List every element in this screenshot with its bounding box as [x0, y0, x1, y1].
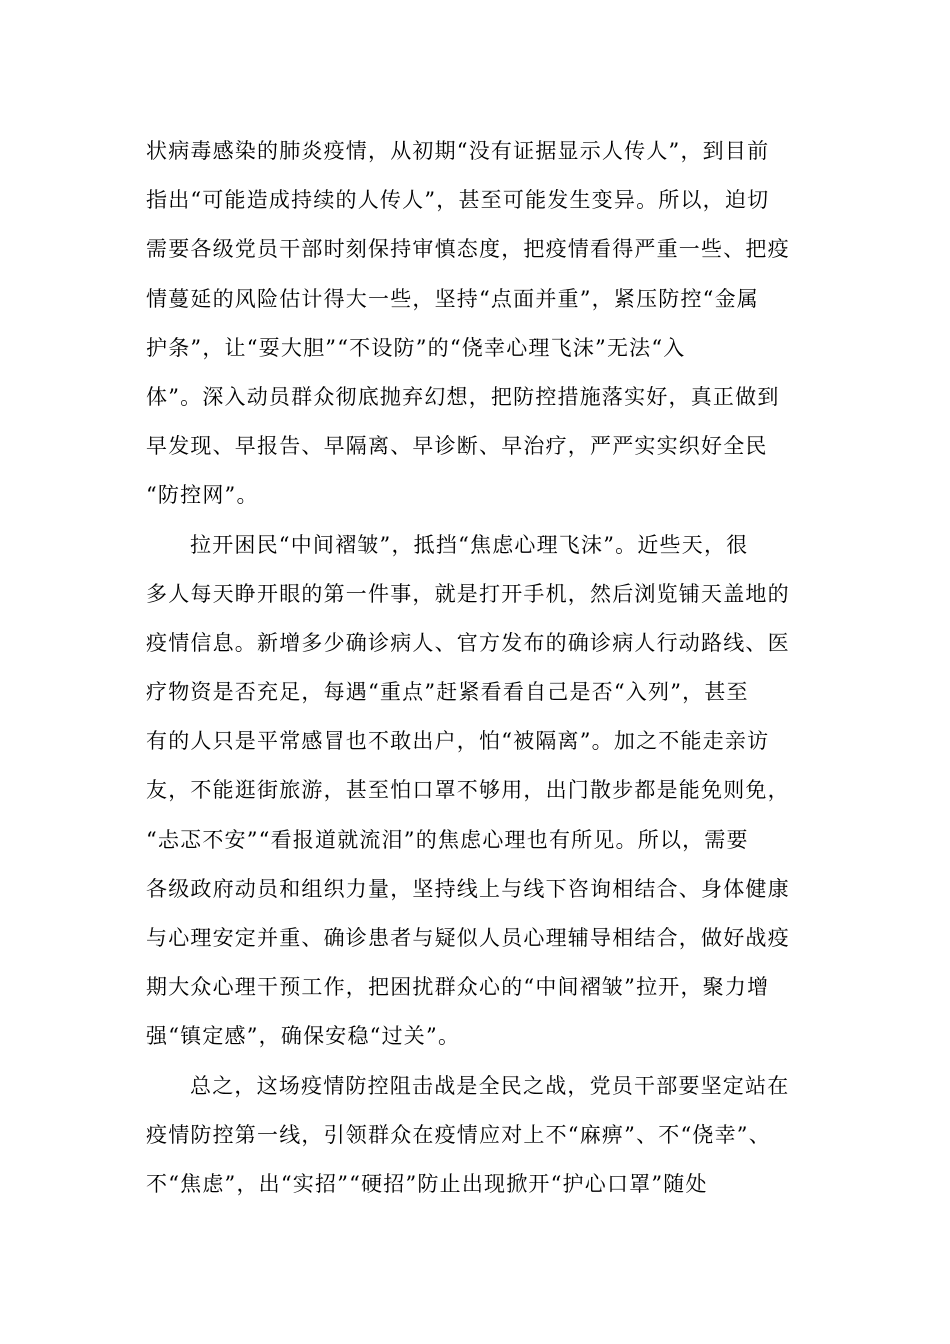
- text-line: 疫情防控第一线，引领群众在疫情应对上不“麻痹”、不“侥幸”、: [146, 1122, 771, 1147]
- text-line: 护条”，让“耍大胆”“不设防”的“侥幸心理飞沫”无法“入: [146, 335, 686, 360]
- text-line: 疗物资是否充足，每遇“重点”赶紧看看自己是否“入列”，甚至: [146, 680, 749, 705]
- paragraph-3: [146, 1062, 806, 1210]
- text-line: 有的人只是平常感冒也不敢出户，怕“被隔离”。加之不能走亲访: [146, 729, 770, 754]
- text-line: “忐忑不安”“看报道就流泪”的焦虑心理也有所见。所以，需要: [146, 827, 749, 852]
- text-line: 体”。深入动员群众彻底抛弃幻想，把防控措施落实好，真正做到: [146, 384, 780, 409]
- text-line: 需要各级党员干部时刻保持审慎态度，把疫情看得严重一些、把疫: [146, 237, 790, 262]
- text-line: 状病毒感染的肺炎疫情，从初期“没有证据显示人传人”，到目前: [146, 139, 770, 163]
- text-line: 多人每天睁开眼的第一件事，就是打开手机，然后浏览铺天盖地的: [146, 581, 790, 606]
- text-line: 期大众心理干预工作，把困扰群众心的“中间褶皱”拉开，聚力增: [146, 975, 770, 1000]
- paragraph-1: [146, 127, 806, 521]
- text-line: 不“焦虑”，出“实招”“硬招”防止出现掀开“护心口罩”随处: [146, 1171, 708, 1196]
- text-line: 与心理安定并重、确诊患者与疑似人员心理辅导相结合，做好战疫: [146, 926, 790, 950]
- paragraph-2: [146, 521, 806, 1062]
- text-line: 拉开困民“中间褶皱”，抵挡“焦虑心理飞沫”。近些天，很: [190, 532, 749, 557]
- text-line: 指出“可能造成持续的人传人”，甚至可能发生变异。所以，迫切: [146, 188, 770, 213]
- text-line: 各级政府动员和组织力量，坚持线上与线下咨询相结合、身体健康: [146, 876, 790, 901]
- text-line: 总之，这场疫情防控阻击战是全民之战，党员干部要坚定站在: [190, 1073, 790, 1098]
- text-line: 强“镇定感”，确保安稳“过关”。: [146, 1024, 461, 1049]
- text-line: 早发现、早报告、早隔离、早诊断、早治疗，严严实实织好全民: [146, 434, 768, 459]
- text-line: 友，不能逛街旅游，甚至怕口罩不够用，出门散步都是能免则免，: [146, 778, 790, 803]
- document-body: [146, 127, 806, 1209]
- text-line: 情蔓延的风险估计得大一些，坚持“点面并重”，紧压防控“金属: [146, 286, 760, 311]
- text-line: “防控网”。: [146, 483, 259, 508]
- text-line: 疫情信息。新增多少确诊病人、官方发布的确诊病人行动路线、医: [146, 630, 790, 655]
